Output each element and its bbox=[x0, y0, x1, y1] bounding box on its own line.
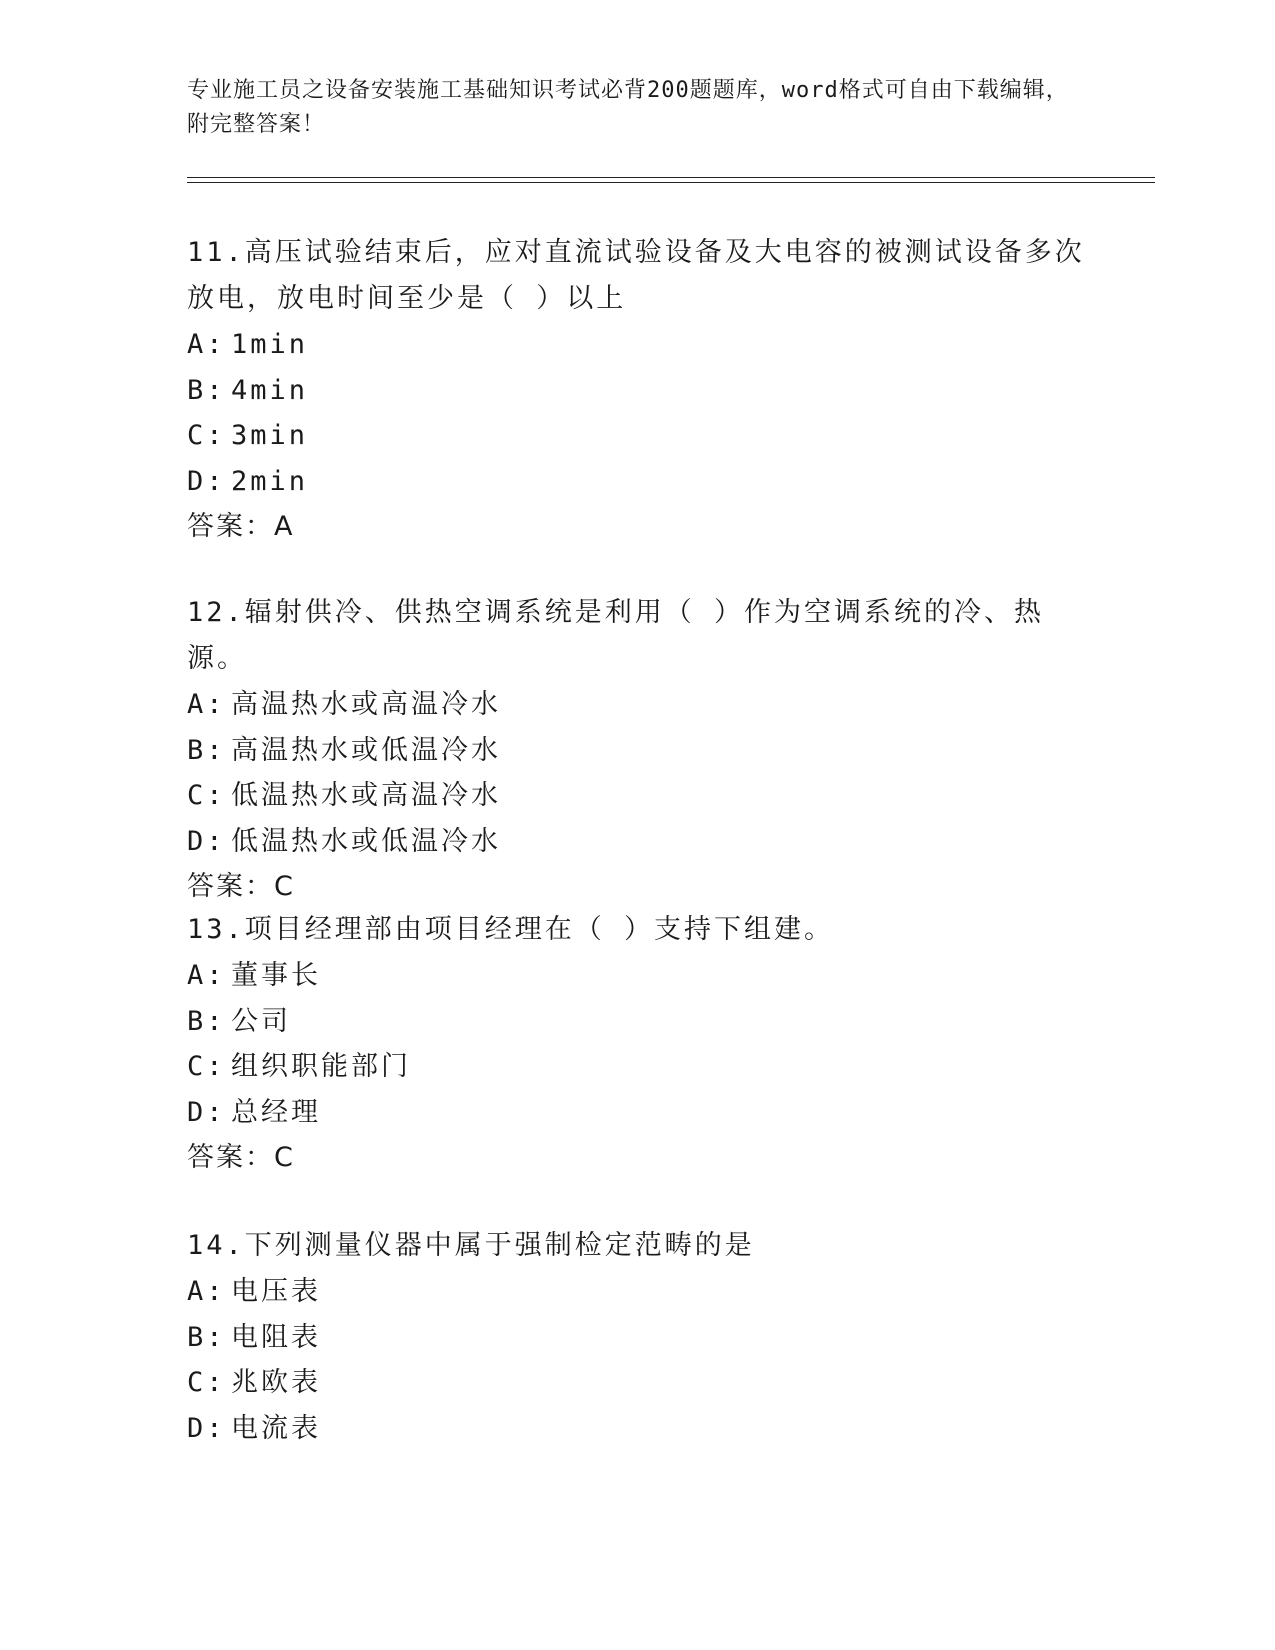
option-a bbox=[187, 322, 1087, 368]
question-title: 11.高压试验结束后，应对直流试验设备及大电容的被测试设备多次放电，放电时间至少是（ ）以上 bbox=[187, 237, 1085, 314]
question-title: 13.项目经理部由项目经理在（ ）支持下组建。 bbox=[187, 914, 835, 945]
option-key: B: bbox=[187, 1321, 226, 1353]
option-text: 高温热水或低温冷水 bbox=[231, 734, 501, 766]
option-key: B: bbox=[187, 374, 226, 406]
option-key: C: bbox=[187, 420, 226, 451]
option-key: A: bbox=[187, 960, 226, 991]
option-text: 董事长 bbox=[231, 960, 321, 991]
option-text: 4min bbox=[231, 374, 309, 406]
option-c bbox=[187, 413, 1087, 459]
option-c bbox=[187, 1360, 1087, 1406]
option-text: 1min bbox=[231, 329, 309, 360]
option-b bbox=[187, 368, 1087, 414]
option-key: D: bbox=[187, 825, 226, 857]
question-12 bbox=[187, 590, 1087, 910]
option-key: C: bbox=[187, 1051, 226, 1082]
option-key: D: bbox=[187, 1096, 226, 1128]
option-c bbox=[187, 1044, 1087, 1090]
option-text: 2min bbox=[231, 465, 309, 497]
option-key: B: bbox=[187, 734, 226, 766]
option-text: 高温热水或高温冷水 bbox=[231, 689, 501, 720]
option-text: 电流表 bbox=[231, 1412, 321, 1444]
option-text: 公司 bbox=[231, 1005, 291, 1037]
option-text: 电压表 bbox=[231, 1276, 321, 1307]
option-d bbox=[187, 1406, 1087, 1452]
option-text: 组织职能部门 bbox=[231, 1051, 411, 1082]
question-14 bbox=[187, 1223, 1087, 1451]
option-key: C: bbox=[187, 780, 226, 811]
answer-line: 答案：A bbox=[187, 511, 295, 542]
option-key: D: bbox=[187, 1412, 226, 1444]
option-text: 总经理 bbox=[231, 1096, 321, 1128]
option-a bbox=[187, 682, 1087, 728]
option-text: 电阻表 bbox=[231, 1321, 321, 1353]
option-key: A: bbox=[187, 1276, 226, 1307]
option-key: D: bbox=[187, 465, 226, 497]
option-a bbox=[187, 1269, 1087, 1315]
option-c bbox=[187, 773, 1087, 819]
option-b bbox=[187, 999, 1087, 1045]
option-text: 3min bbox=[231, 420, 309, 451]
question-11 bbox=[187, 230, 1087, 550]
option-key: B: bbox=[187, 1005, 226, 1037]
option-a bbox=[187, 953, 1087, 999]
option-text: 低温热水或低温冷水 bbox=[231, 825, 501, 857]
header-divider-bottom bbox=[187, 182, 1155, 183]
answer-line: 答案：C bbox=[187, 1142, 295, 1173]
document-header: 专业施工员之设备安装施工基础知识考试必背200题题库，word格式可自由下载编辑，附完整答案！ bbox=[187, 78, 1069, 137]
option-text: 低温热水或高温冷水 bbox=[231, 780, 501, 811]
question-13 bbox=[187, 907, 1087, 1181]
option-d bbox=[187, 459, 1087, 505]
option-b bbox=[187, 728, 1087, 774]
question-title: 12.辐射供冷、供热空调系统是利用（ ）作为空调系统的冷、热源。 bbox=[187, 597, 1045, 674]
option-key: C: bbox=[187, 1367, 226, 1398]
option-d bbox=[187, 819, 1087, 865]
option-text: 兆欧表 bbox=[231, 1367, 321, 1398]
option-d bbox=[187, 1090, 1087, 1136]
option-b bbox=[187, 1315, 1087, 1361]
option-key: A: bbox=[187, 329, 226, 360]
option-key: A: bbox=[187, 689, 226, 720]
header-divider-top bbox=[187, 177, 1155, 178]
question-title: 14.下列测量仪器中属于强制检定范畴的是 bbox=[187, 1230, 755, 1261]
answer-line: 答案：C bbox=[187, 871, 295, 902]
